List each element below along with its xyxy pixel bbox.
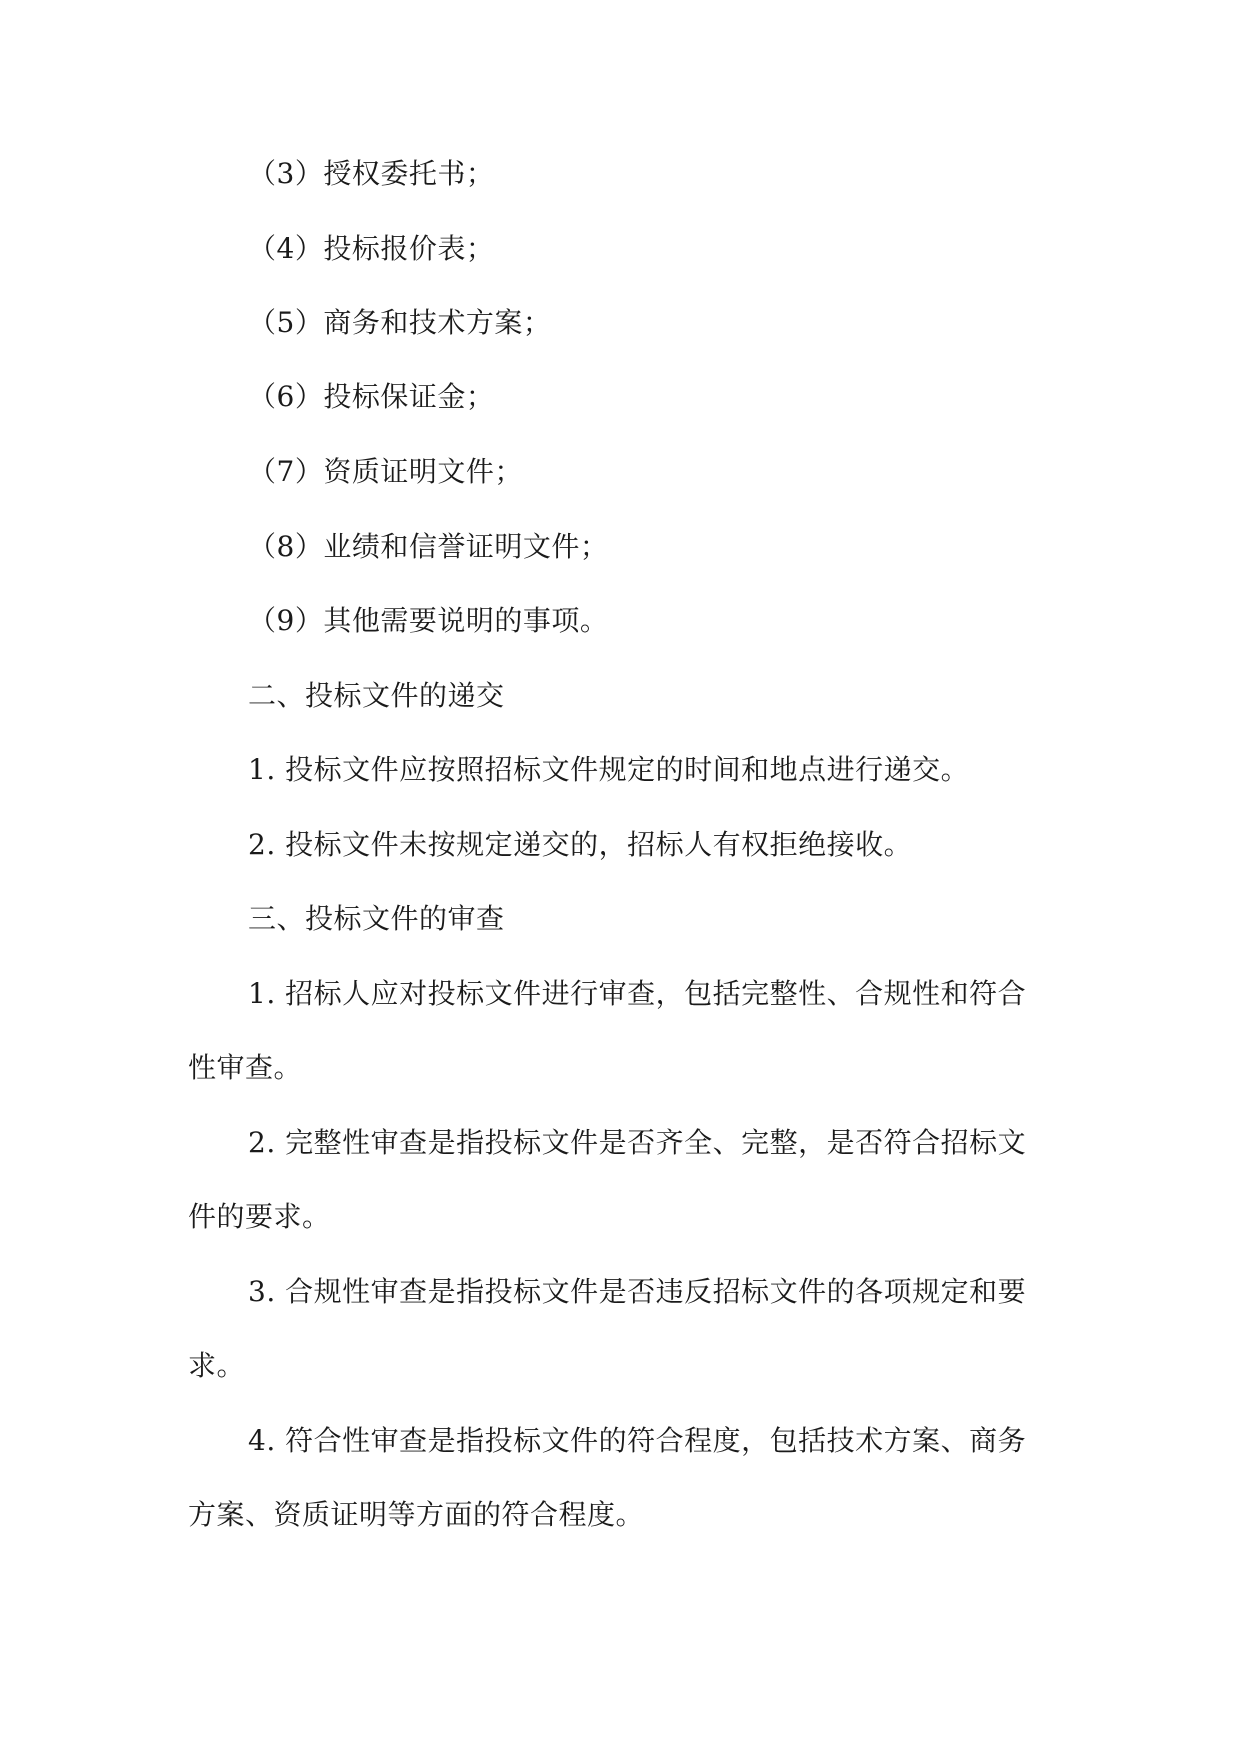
list-item-4: （4）投标报价表； [248, 232, 495, 265]
list-item-3: （3）授权委托书； [248, 157, 495, 190]
list-item-6: （6）投标保证金； [248, 380, 495, 413]
section-3-paragraph-4-line-1: 4. 符合性审查是指投标文件的符合程度，包括技术方案、商务 [248, 1424, 1027, 1457]
section-2-paragraph-1: 1. 投标文件应按照招标文件规定的时间和地点进行递交。 [248, 753, 970, 786]
list-item-9: （9）其他需要说明的事项。 [248, 604, 609, 637]
section-3-paragraph-3-line-1: 3. 合规性审查是指投标文件是否违反招标文件的各项规定和要 [248, 1275, 1027, 1308]
section-2-heading: 二、投标文件的递交 [248, 679, 505, 712]
section-3-paragraph-2-line-1: 2. 完整性审查是指投标文件是否齐全、完整，是否符合招标文 [248, 1126, 1027, 1159]
section-3-paragraph-3-line-2: 求。 [188, 1349, 246, 1382]
section-2-paragraph-2: 2. 投标文件未按规定递交的，招标人有权拒绝接收。 [248, 828, 913, 861]
list-item-8: （8）业绩和信誉证明文件； [248, 530, 609, 563]
list-item-5: （5）商务和技术方案； [248, 306, 552, 339]
section-3-paragraph-1-line-1: 1. 招标人应对投标文件进行审查，包括完整性、合规性和符合 [248, 977, 1027, 1010]
list-item-7: （7）资质证明文件； [248, 455, 523, 488]
section-3-heading: 三、投标文件的审查 [248, 902, 505, 935]
section-3-paragraph-1-line-2: 性审查。 [188, 1051, 303, 1084]
section-3-paragraph-2-line-2: 件的要求。 [188, 1200, 331, 1233]
section-3-paragraph-4-line-2: 方案、资质证明等方面的符合程度。 [188, 1498, 645, 1531]
